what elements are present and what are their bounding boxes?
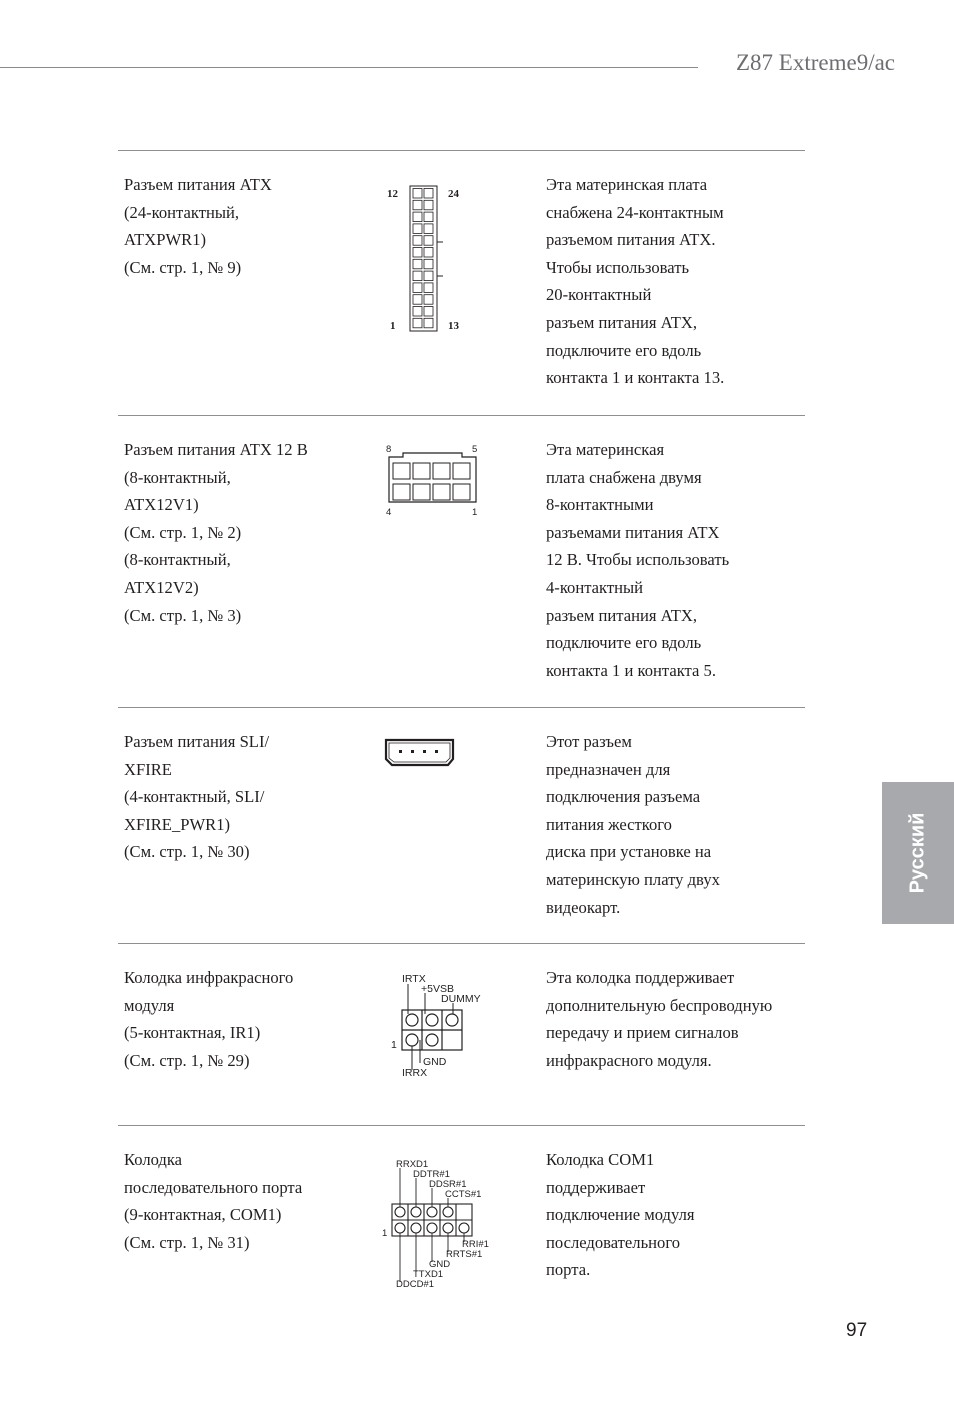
atxpwr1-title	[124, 171, 272, 281]
pin-label-8: 8	[386, 444, 392, 455]
pin-cell	[424, 259, 433, 269]
text-line: (9-контактная, COM1)	[124, 1205, 282, 1225]
pin-cell	[424, 189, 433, 199]
text-line: ATXPWR1)	[124, 230, 207, 250]
pin-label-ddtr1: DDTR#1	[413, 1169, 450, 1180]
text-line: разъемом питания ATX.	[546, 230, 716, 250]
pin-cell	[413, 318, 422, 328]
ir-header-description	[546, 964, 772, 1074]
text-line: Колодка	[124, 1150, 183, 1169]
text-line: (5-контактная, IR1)	[124, 1023, 261, 1043]
text-line: порта.	[546, 1260, 591, 1280]
text-line: контакта 1 и контакта 13.	[546, 368, 725, 388]
model-title: Z87 Extreme9/ac	[736, 50, 896, 75]
text-line: разъем питания ATX,	[546, 312, 698, 332]
pin-label-24: 24	[448, 188, 459, 200]
text-line: 4-контактный	[546, 577, 644, 597]
text-line: (См. стр. 1, № 30)	[124, 842, 250, 862]
text-line: снабжена 24-контактным	[546, 202, 724, 222]
text-line: Эта материнская плата	[546, 175, 708, 194]
pin-label-ddsr1: DDSR#1	[429, 1179, 467, 1190]
pin-label-rrts1: RRTS#1	[446, 1249, 483, 1260]
text-line: контакта 1 и контакта 5.	[546, 660, 716, 680]
pin-label-rrxd1: RRXD1	[396, 1159, 429, 1170]
text-line: передачу и прием сигналов	[546, 1023, 739, 1043]
pin-cell	[413, 307, 422, 317]
pin-label-ccts1: CCTS#1	[445, 1189, 482, 1200]
pin-cell	[424, 307, 433, 317]
pin-label-rri1: RRI#1	[462, 1239, 489, 1250]
text-line: (См. стр. 1, № 3)	[124, 605, 242, 625]
pin-cell	[413, 271, 422, 281]
text-line: 20-контактный	[546, 285, 652, 305]
text-line: материнскую плату двух	[546, 869, 720, 889]
pin-label-1: 1	[391, 1039, 397, 1051]
text-line: Эта материнская	[546, 440, 665, 459]
pin-label-ddcd1: DDCD#1	[396, 1279, 435, 1290]
pin-cell	[413, 295, 422, 305]
text-line: Чтобы использовать	[546, 257, 690, 277]
text-line: плата снабжена двумя	[546, 467, 702, 487]
pin-cell	[413, 259, 422, 269]
atx12v-8pin-connector-diagram	[380, 440, 490, 520]
pin-label-12: 12	[387, 188, 398, 200]
pin-cell	[424, 224, 433, 234]
text-line: (4-контактный, SLI/	[124, 787, 265, 807]
com1-header-title	[124, 1146, 302, 1256]
text-line: (8-контактный,	[124, 550, 231, 570]
text-line: предназначен для	[546, 759, 671, 779]
text-line: подключение модуля	[546, 1205, 695, 1225]
pin-label-irrx: IRRX	[402, 1067, 428, 1079]
pin-cell	[413, 212, 422, 222]
pin-cell	[424, 271, 433, 281]
text-line: модуля	[124, 995, 175, 1015]
pin-cell	[424, 200, 433, 210]
text-line: Колодка инфракрасного	[124, 968, 294, 987]
ir-header-title	[124, 964, 293, 1074]
text-line: диска при установке на	[546, 842, 712, 862]
section-divider	[118, 415, 805, 416]
pin-label-13: 13	[448, 320, 459, 332]
text-line: 8-контактными	[546, 495, 654, 515]
com1-9pin-header-diagram	[378, 1152, 503, 1292]
atx-24pin-connector-diagram	[380, 180, 490, 340]
ir-5pin-header-diagram	[380, 965, 500, 1080]
text-line: XFIRE	[124, 759, 172, 779]
text-line: видеокарт.	[546, 897, 621, 917]
text-line: Эта колодка поддерживает	[546, 968, 735, 987]
text-line: разъемами питания ATX	[546, 522, 720, 542]
pin-cell	[424, 295, 433, 305]
text-line: поддерживает	[546, 1177, 646, 1197]
pin-cell	[424, 283, 433, 293]
text-line: (См. стр. 1, № 9)	[124, 257, 242, 277]
text-line: подключите его вдоль	[546, 633, 702, 653]
page-number: 97	[846, 1320, 868, 1341]
text-line: (См. стр. 1, № 2)	[124, 522, 242, 542]
pin-cell	[424, 212, 433, 222]
text-line: подключения разъема	[546, 787, 701, 807]
atxpwr1-description	[546, 171, 724, 392]
com1-header-description	[546, 1146, 694, 1284]
section-divider	[118, 707, 805, 708]
sli-xfire-power-title	[124, 728, 269, 866]
section-divider	[118, 943, 805, 944]
text-line: дополнительную беспроводную	[546, 995, 773, 1015]
text-line: последовательного	[546, 1232, 681, 1252]
text-line: инфракрасного модуля.	[546, 1050, 712, 1070]
pin-label-4: 4	[386, 507, 392, 518]
pin-label-1: 1	[382, 1228, 388, 1239]
text-line: (См. стр. 1, № 29)	[124, 1050, 250, 1070]
pin-label-1: 1	[390, 320, 396, 332]
text-line: питания жесткого	[546, 814, 672, 834]
text-line: (24-контактный,	[124, 202, 240, 222]
text-line: Этот разъем	[546, 732, 632, 751]
atx12v-description	[546, 436, 729, 684]
section-divider	[118, 150, 805, 151]
language-tab-label: Русский	[906, 812, 929, 894]
sli-xfire-power-description	[546, 728, 720, 921]
pin-label-dummy: DUMMY	[441, 993, 481, 1005]
sli-xfire-4pin-connector-diagram	[380, 735, 460, 771]
text-line: (8-контактный,	[124, 467, 231, 487]
pin-label-ttxd1: TTXD1	[413, 1269, 444, 1280]
text-line: 12 В. Чтобы использовать	[546, 550, 730, 570]
language-tab[interactable]	[882, 782, 954, 924]
pin-label-5vsb: +5VSB	[421, 983, 454, 995]
text-line: ATX12V2)	[124, 577, 199, 597]
pin-label-irtx: IRTX	[402, 973, 426, 985]
text-line: ATX12V1)	[124, 495, 199, 515]
pin-cell	[413, 283, 422, 293]
pin-cell	[413, 200, 422, 210]
text-line: (См. стр. 1, № 31)	[124, 1232, 250, 1252]
text-line: разъем питания ATX,	[546, 605, 698, 625]
text-line: Разъем питания ATX	[124, 175, 272, 194]
pin-cell	[413, 224, 422, 234]
pin-cell	[413, 189, 422, 199]
pin-label-5: 5	[472, 444, 478, 455]
header-rule	[0, 67, 698, 68]
pin-cell	[424, 318, 433, 328]
pin-label-1: 1	[472, 507, 478, 518]
text-line: Разъем питания ATX 12 В	[124, 440, 308, 459]
atx12v-title	[124, 436, 308, 629]
text-line: XFIRE_PWR1)	[124, 814, 231, 834]
pin-cell	[413, 236, 422, 246]
text-line: Колодка COM1	[546, 1150, 655, 1169]
pin-cell	[424, 236, 433, 246]
text-line: подключите его вдоль	[546, 340, 702, 360]
pin-label-gnd: GND	[429, 1259, 451, 1270]
pin-cell	[413, 248, 422, 258]
text-line: Разъем питания SLI/	[124, 732, 270, 751]
pin-label-gnd: GND	[423, 1056, 447, 1068]
text-line: последовательного порта	[124, 1177, 303, 1197]
section-divider	[118, 1125, 805, 1126]
pin-cell	[424, 248, 433, 258]
